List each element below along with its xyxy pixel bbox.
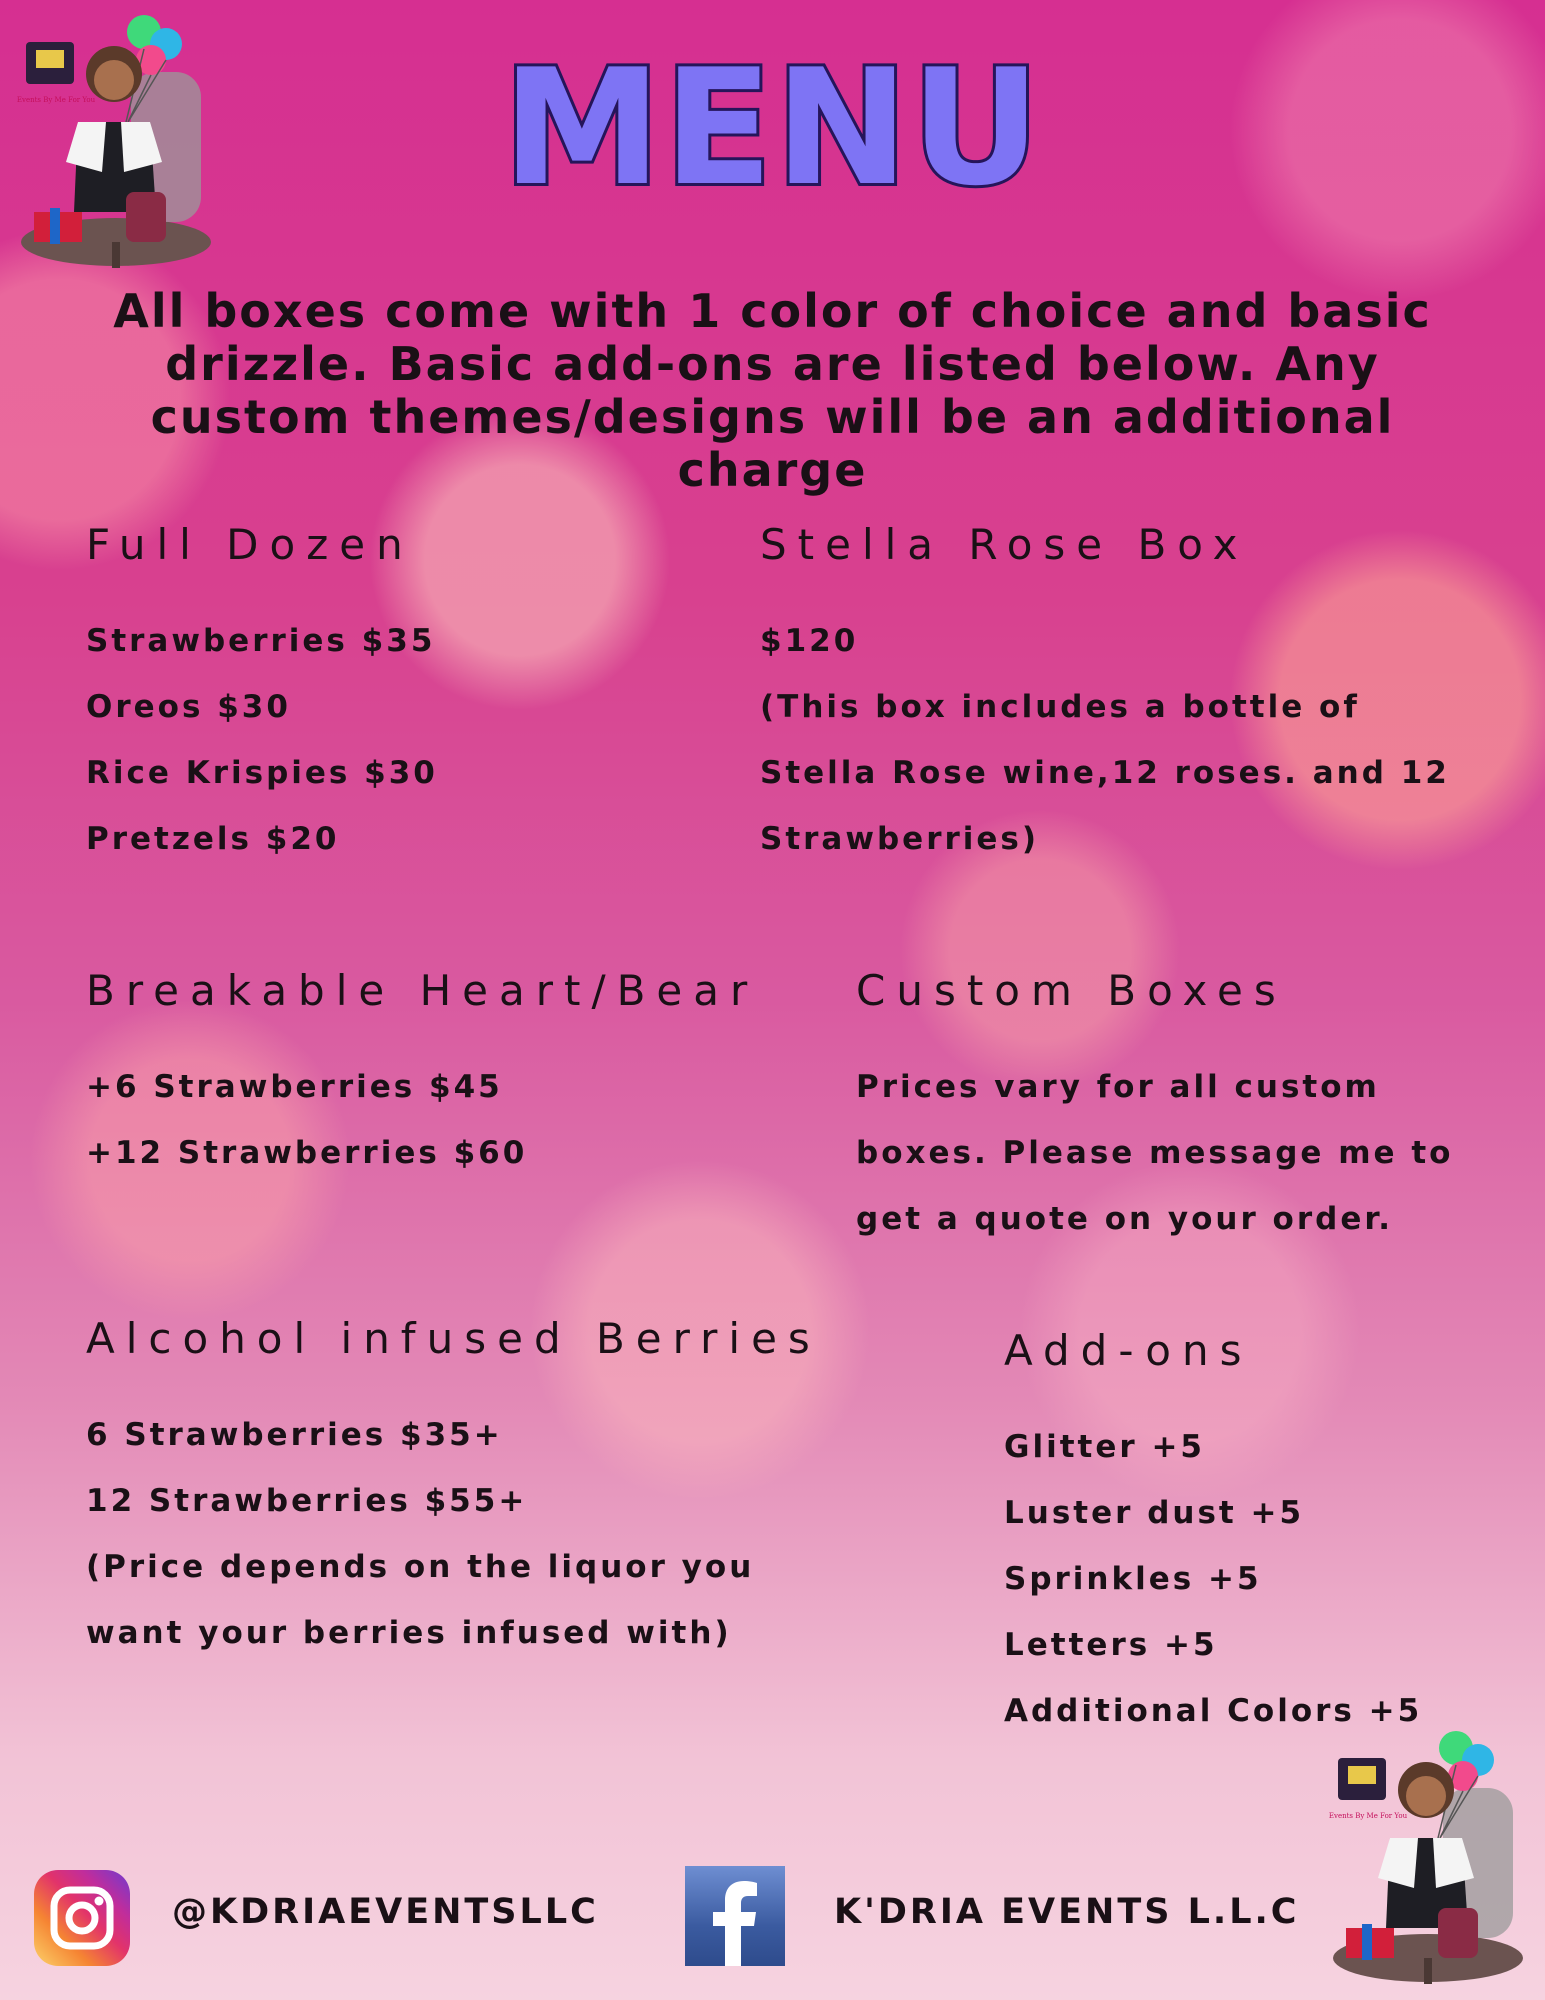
menu-line: Letters +5 [1004, 1627, 1218, 1664]
menu-line: boxes. Please message me to [856, 1135, 1454, 1172]
section-title: Alcohol infused Berries [86, 1314, 821, 1363]
facebook-icon[interactable] [685, 1866, 785, 1966]
intro-text: All boxes come with 1 color of choice and basic drizzle. Basic add-ons are listed below. Any custom themes/designs will be an additional charge [113, 284, 1432, 497]
logo-illustration [1328, 1728, 1528, 1988]
menu-line: Additional Colors +5 [1004, 1693, 1423, 1730]
menu-line: Prices vary for all custom [856, 1069, 1380, 1106]
section-alcohol [86, 1314, 821, 1666]
menu-line: get a quote on your order. [856, 1201, 1393, 1238]
menu-line: Sprinkles +5 [1004, 1561, 1262, 1598]
instagram-handle[interactable]: @KDRIAEVENTSLLC [172, 1892, 599, 1932]
menu-line: (Price depends on the liquor you [86, 1549, 755, 1586]
menu-line: Glitter +5 [1004, 1429, 1205, 1466]
logo-small-text: Events By Me For You [1328, 1812, 1408, 1820]
menu-title: MENU [502, 34, 1043, 221]
section-title: Full Dozen [86, 520, 414, 569]
menu-line: Pretzels $20 [86, 821, 340, 858]
menu-line: +12 Strawberries $60 [86, 1135, 528, 1172]
section-title: Custom Boxes [856, 966, 1287, 1015]
menu-line: 12 Strawberries $55+ [86, 1483, 528, 1520]
section-title: Breakable Heart/Bear [86, 966, 759, 1015]
menu-line: Rice Krispies $30 [86, 755, 438, 792]
section-custom-boxes [856, 966, 1453, 1252]
section-addons [1004, 1326, 1422, 1744]
section-full-dozen [86, 520, 438, 872]
section-title: Stella Rose Box [760, 520, 1249, 569]
menu-line: (This box includes a bottle of [760, 689, 1360, 726]
section-title: Add-ons [1004, 1326, 1253, 1375]
menu-line: Oreos $30 [86, 689, 291, 726]
logo-small-text: Events By Me For You [16, 96, 96, 104]
menu-line: +6 Strawberries $45 [86, 1069, 503, 1106]
instagram-icon[interactable] [34, 1870, 130, 1966]
menu-line: Strawberries $35 [86, 623, 436, 660]
menu-line: Luster dust +5 [1004, 1495, 1305, 1532]
facebook-name[interactable]: K'DRIA EVENTS L.L.C [834, 1892, 1300, 1932]
menu-line: $120 [760, 623, 859, 660]
section-stella-rose [760, 520, 1450, 872]
section-breakable [86, 966, 758, 1186]
menu-line: 6 Strawberries $35+ [86, 1417, 503, 1454]
menu-line: want your berries infused with) [86, 1615, 732, 1652]
menu-line: Stella Rose wine,12 roses. and 12 [760, 755, 1450, 792]
menu-line: Strawberries) [760, 821, 1040, 858]
